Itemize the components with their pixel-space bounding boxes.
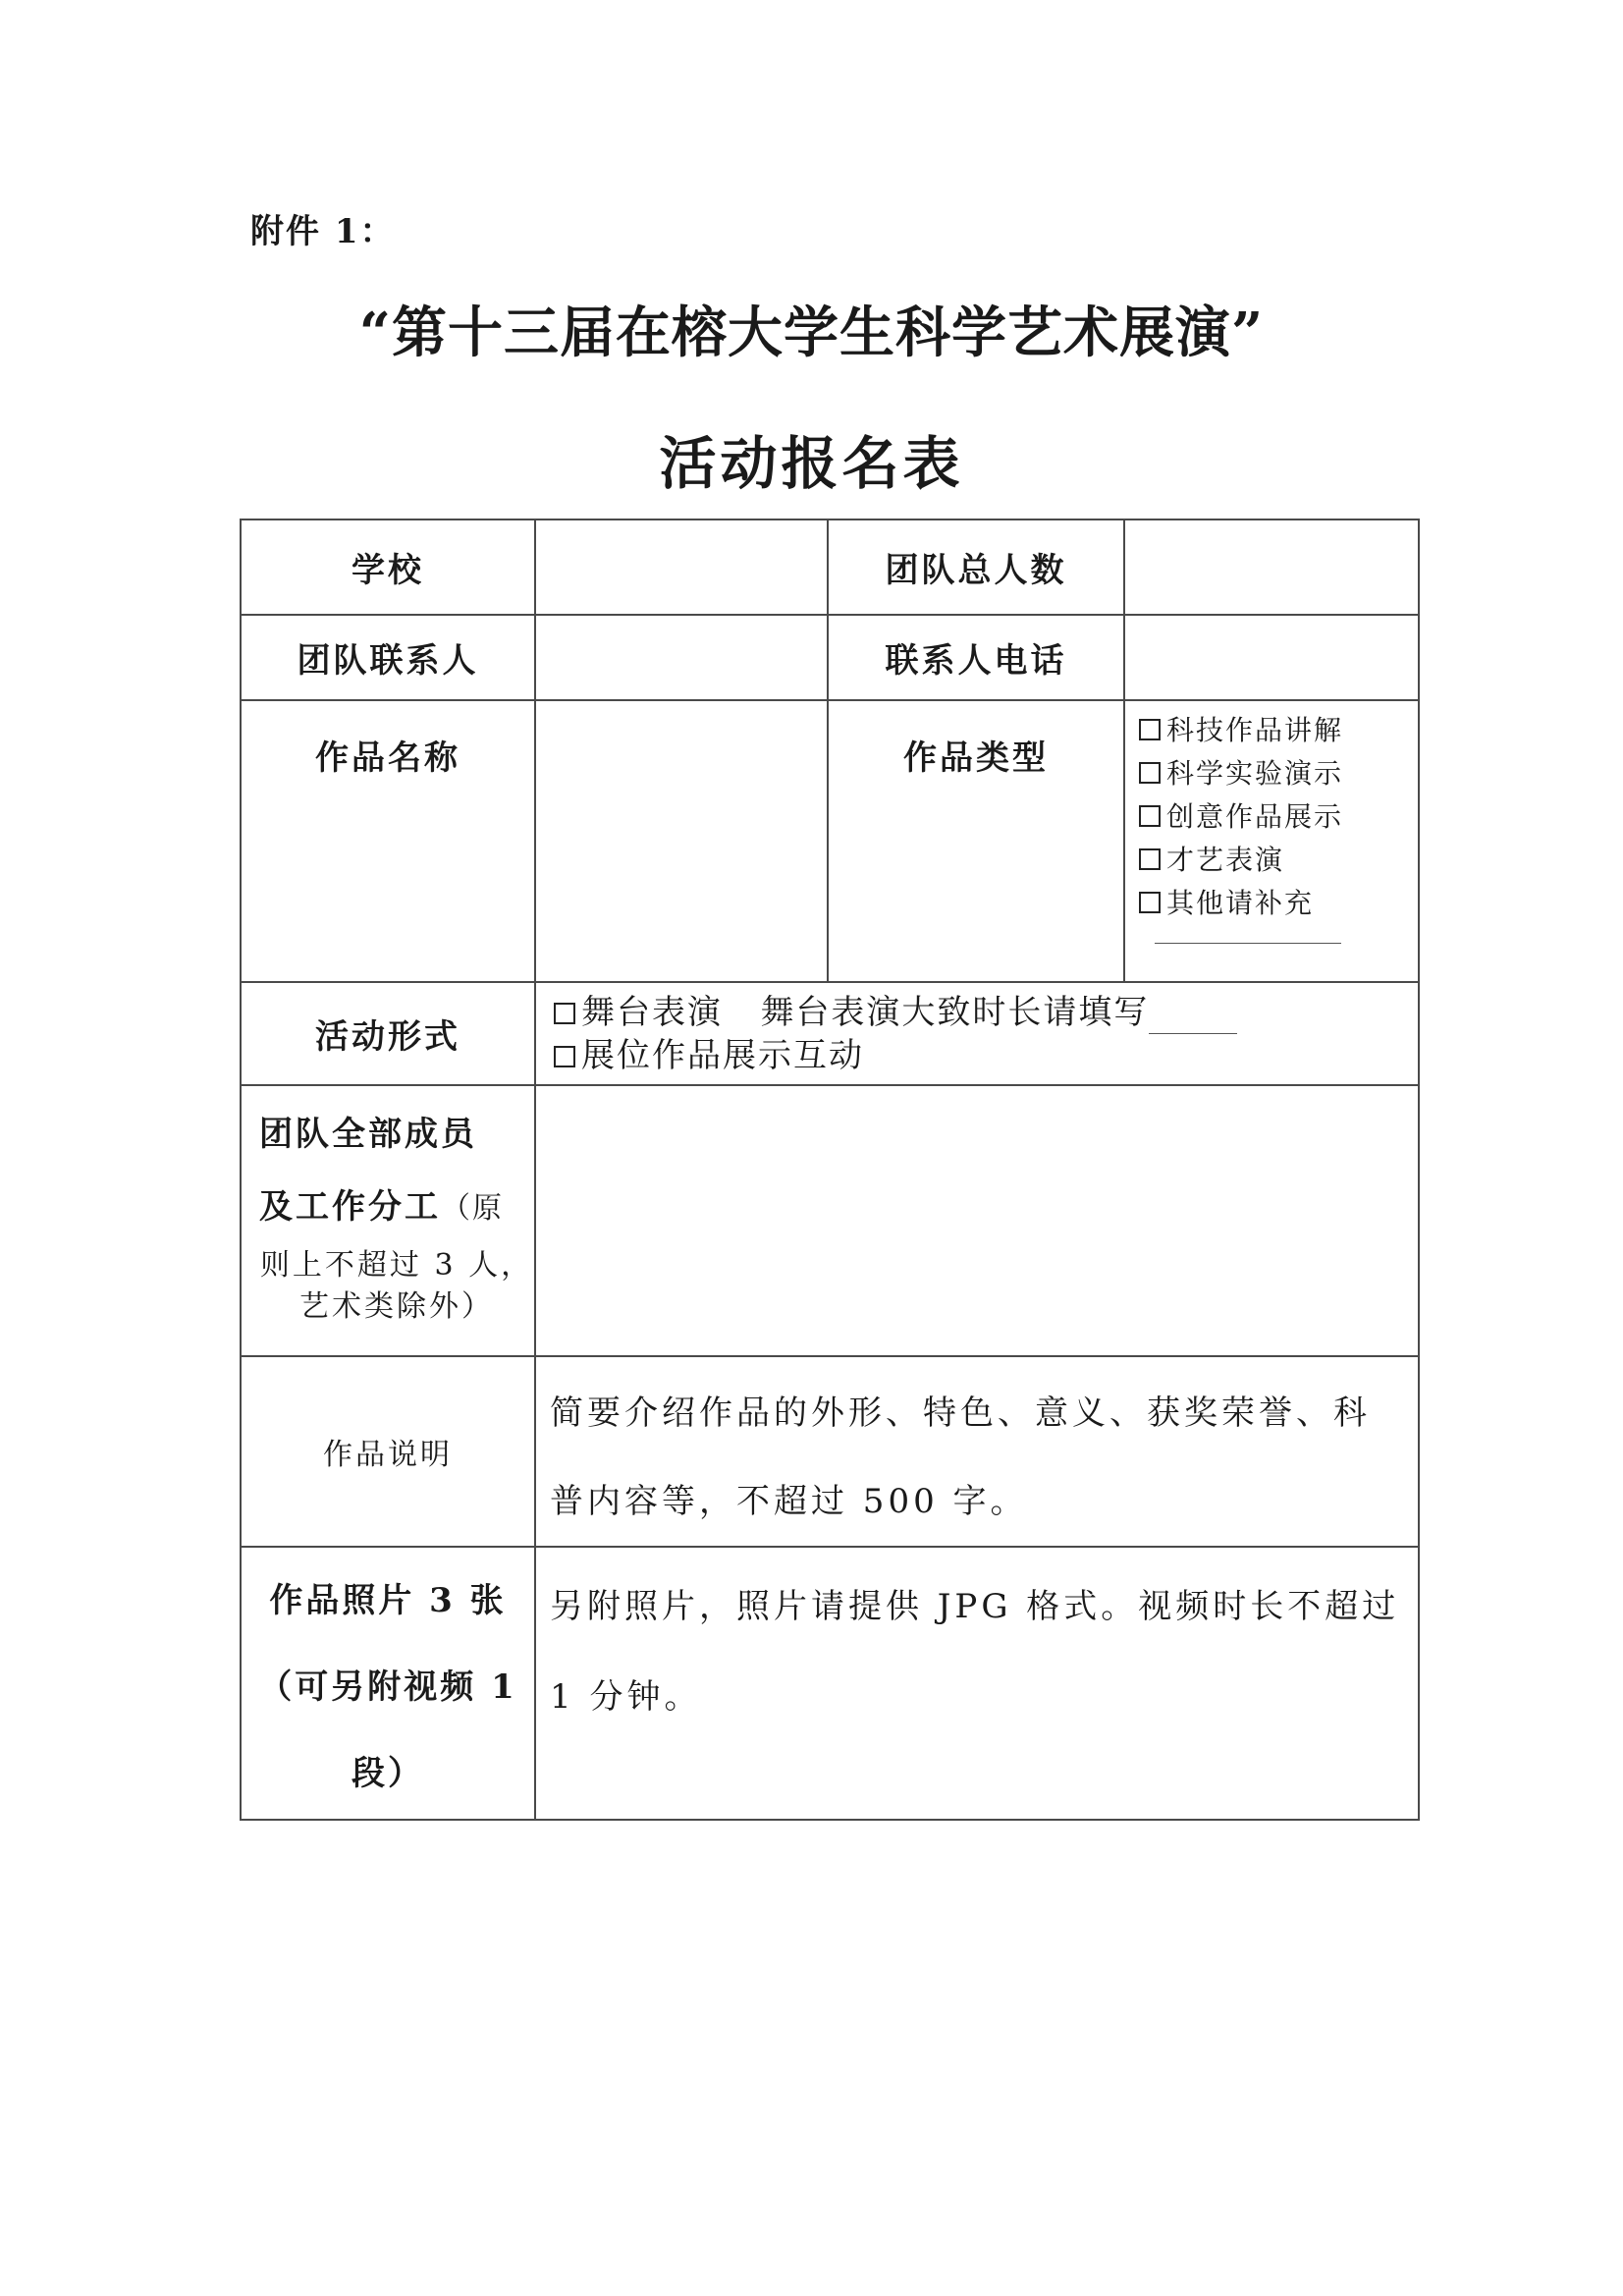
work-name-label: 作品名称 [241,700,535,982]
table-row-description [241,1356,1419,1547]
members-label-line: 团队全部成员 [259,1115,477,1154]
table-row-photos [241,1547,1419,1820]
option-label: 科学实验演示 [1166,757,1344,790]
table-row-contact [241,615,1419,700]
table-row-members [241,1085,1419,1356]
photos-label-line: 段） [352,1754,424,1793]
other-fill-line[interactable] [1155,943,1341,944]
attachment-label: 附件 1： [250,212,396,251]
members-label [241,1085,535,1356]
registration-form-table [240,519,1420,1821]
option-label: 科技作品讲解 [1166,714,1344,746]
description-field[interactable]: 简要介绍作品的外形、特色、意义、获奖荣誉、科普内容等，不超过 500 字。 [535,1356,1419,1547]
activity-option-booth[interactable] [554,1034,1418,1077]
stage-label: 舞台表演 [581,993,723,1032]
description-label: 作品说明 [241,1356,535,1547]
table-row-school [241,519,1419,615]
members-label-line: 及工作分工（原 [259,1187,504,1227]
work-type-label: 作品类型 [828,700,1124,982]
work-type-option[interactable] [1139,882,1418,925]
option-label: 其他请补充 [1166,887,1315,919]
members-label-note: 艺术类除外） [299,1289,494,1324]
table-row-work [241,700,1419,982]
photos-field[interactable]: 另附照片，照片请提供 JPG 格式。视频时长不超过 1 分钟。 [535,1547,1419,1820]
activity-form-options [535,982,1419,1085]
stage-duration-prompt: 舞台表演大致时长请填写 [760,993,1150,1032]
document-title: “第十三届在榕大学生科学艺术展演” [358,301,1265,365]
contact-label: 团队联系人 [241,615,535,700]
members-field[interactable] [535,1085,1419,1356]
team-size-label: 团队总人数 [828,519,1124,615]
checkbox-icon[interactable] [1139,848,1161,870]
photos-label [241,1547,535,1820]
work-type-option[interactable] [1139,752,1418,795]
checkbox-icon[interactable] [1139,805,1161,827]
work-type-option[interactable] [1139,839,1418,882]
photos-label-line: （可另附视频 1 [258,1667,517,1707]
activity-option-stage[interactable] [554,991,1418,1034]
table-row-activity-form [241,982,1419,1085]
work-name-field[interactable] [535,700,828,982]
work-type-option[interactable] [1139,709,1418,752]
phone-field[interactable] [1124,615,1419,700]
booth-label: 展位作品展示互动 [581,1036,864,1075]
phone-label: 联系人电话 [828,615,1124,700]
contact-field[interactable] [535,615,828,700]
option-label: 创意作品展示 [1166,800,1344,833]
photos-label-line: 作品照片 3 张 [269,1581,507,1620]
school-field[interactable] [535,519,828,615]
work-type-option[interactable] [1139,795,1418,839]
stage-duration-field[interactable] [1149,1010,1237,1034]
checkbox-icon[interactable] [1139,762,1161,784]
checkbox-icon[interactable] [554,1003,575,1024]
activity-form-label: 活动形式 [241,982,535,1085]
checkbox-icon[interactable] [1139,892,1161,913]
members-label-note: 则上不超过 3 人， [259,1248,534,1283]
option-label: 才艺表演 [1166,844,1285,876]
school-label: 学校 [241,519,535,615]
work-type-options [1124,700,1419,982]
form-title: 活动报名表 [659,430,964,497]
checkbox-icon[interactable] [1139,719,1161,740]
checkbox-icon[interactable] [554,1046,575,1067]
team-size-field[interactable] [1124,519,1419,615]
